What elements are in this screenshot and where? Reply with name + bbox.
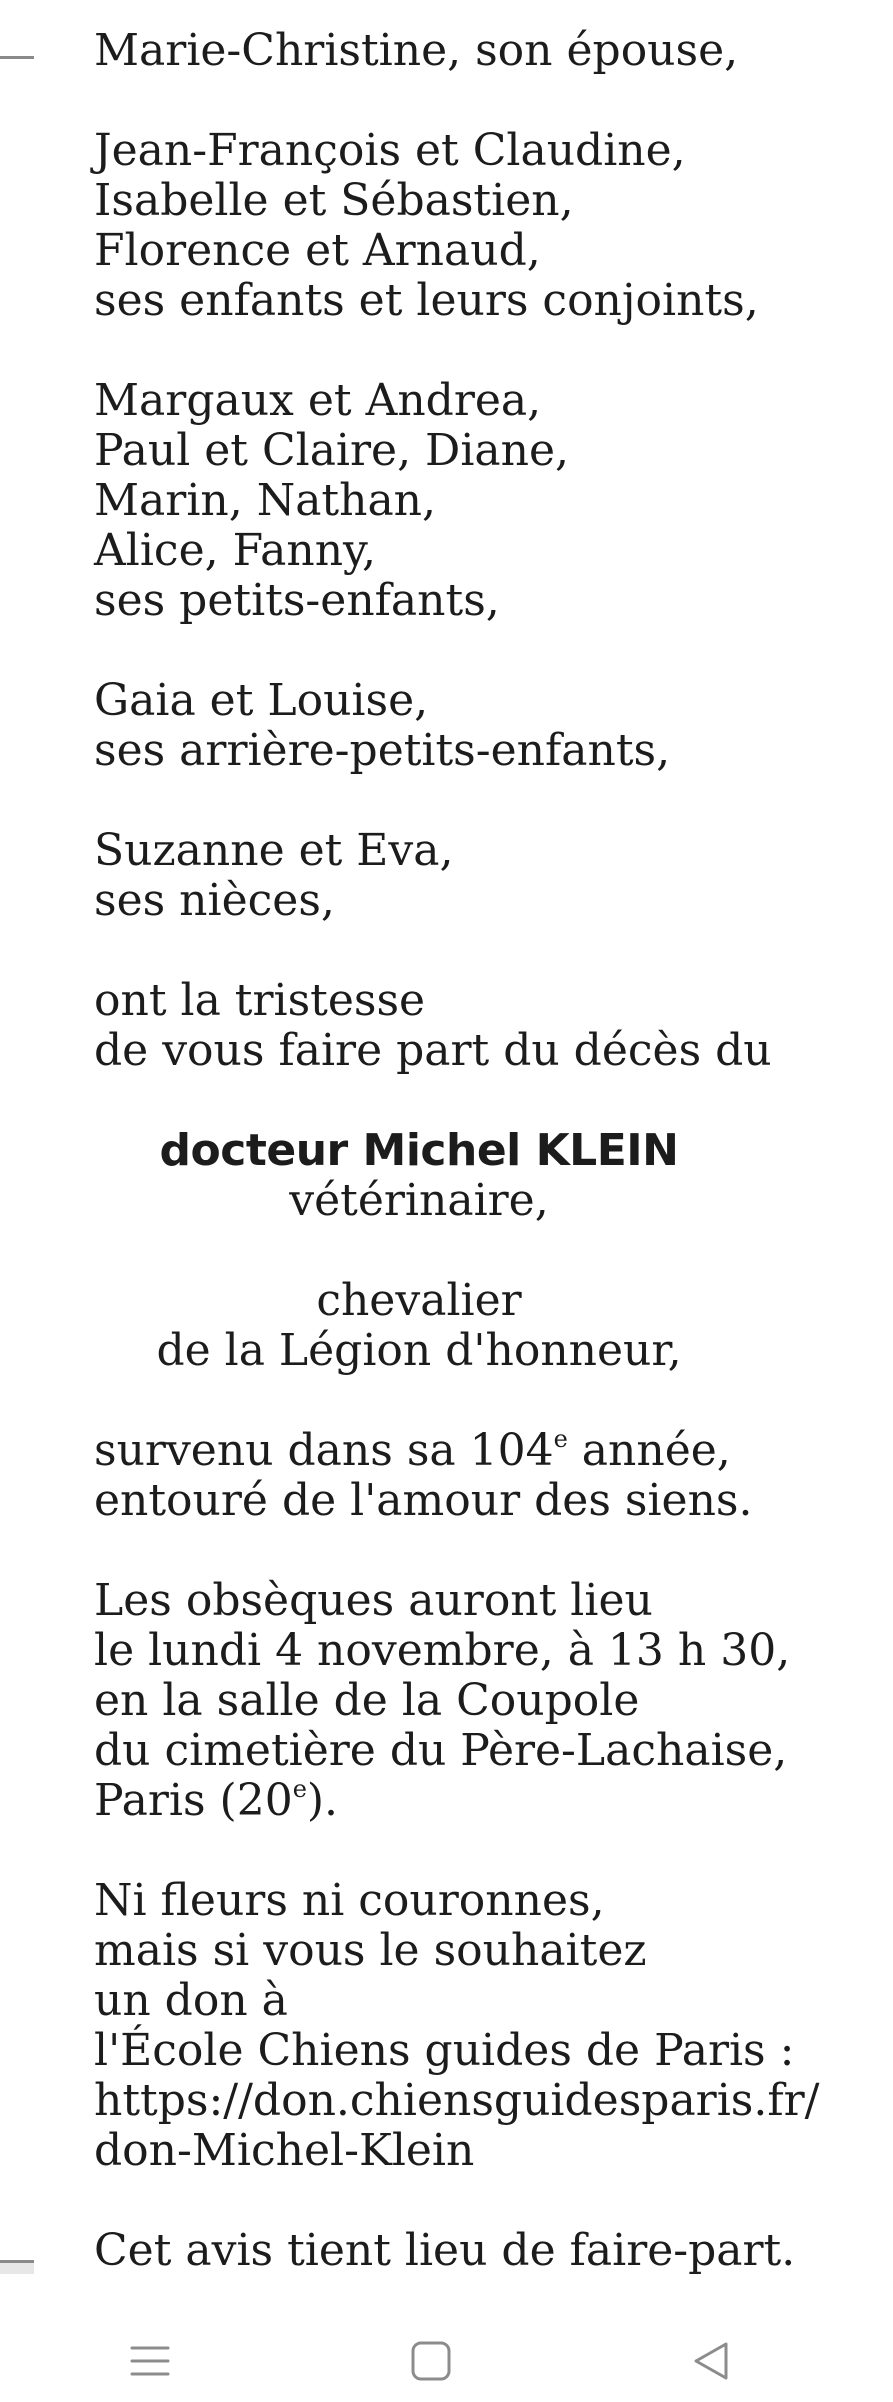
notice-line: ses enfants et leurs conjoints,: [94, 275, 759, 326]
funeral-line: Les obsèques auront lieu: [94, 1575, 653, 1626]
donation-line: un don à: [94, 1975, 288, 2026]
back-triangle-icon[interactable]: [688, 2340, 736, 2382]
notice-line: ont la tristesse: [94, 975, 426, 1026]
notice-line: Marie-Christine, son épouse,: [94, 25, 739, 76]
system-navigation-bar: [0, 2318, 893, 2402]
donation-line: l'École Chiens guides de Paris :: [94, 2025, 795, 2076]
notice-line: Jean-François et Claudine,: [94, 125, 686, 176]
left-edge-mark-bottom: [0, 2260, 34, 2274]
profession: vétérinaire,: [289, 1175, 549, 1226]
honor-line: chevalier: [316, 1275, 522, 1326]
age-line: survenu dans sa 104e année,: [94, 1425, 731, 1476]
funeral-line: en la salle de la Coupole: [94, 1675, 640, 1726]
home-square-icon[interactable]: [407, 2340, 455, 2382]
obituary-notice: [94, 26, 884, 2276]
notice-line: ses petits-enfants,: [94, 575, 500, 626]
notice-line: entouré de l'amour des siens.: [94, 1475, 753, 1526]
notice-line: Gaia et Louise,: [94, 675, 429, 726]
donation-line: mais si vous le souhaitez: [94, 1925, 647, 1976]
menu-icon[interactable]: [126, 2340, 174, 2382]
donation-line: Ni fleurs ni couronnes,: [94, 1875, 605, 1926]
donation-url[interactable]: https://don.chiensguidesparis.fr/: [94, 2075, 820, 2126]
left-edge-mark-top: [0, 56, 34, 59]
funeral-line: du cimetière du Père-Lachaise,: [94, 1725, 788, 1776]
notice-line: ses nièces,: [94, 875, 335, 926]
notice-line: Suzanne et Eva,: [94, 825, 454, 876]
notice-line: ses arrière-petits-enfants,: [94, 725, 671, 776]
notice-line: Isabelle et Sébastien,: [94, 175, 574, 226]
funeral-city: Paris (20e).: [94, 1775, 339, 1826]
closing-line: Cet avis tient lieu de faire-part.: [94, 2225, 796, 2276]
funeral-line: le lundi 4 novembre, à 13 h 30,: [94, 1625, 791, 1676]
notice-line: Alice, Fanny,: [94, 525, 377, 576]
notice-line: Paul et Claire, Diane,: [94, 425, 569, 476]
notice-line: Margaux et Andrea,: [94, 375, 542, 426]
honor-line: de la Légion d'honneur,: [156, 1325, 682, 1376]
notice-line: de vous faire part du décès du: [94, 1025, 772, 1076]
notice-line: Florence et Arnaud,: [94, 225, 541, 276]
deceased-name: docteur Michel KLEIN: [159, 1125, 679, 1176]
donation-url-cont[interactable]: don-Michel-Klein: [94, 2125, 475, 2176]
notice-line: Marin, Nathan,: [94, 475, 437, 526]
